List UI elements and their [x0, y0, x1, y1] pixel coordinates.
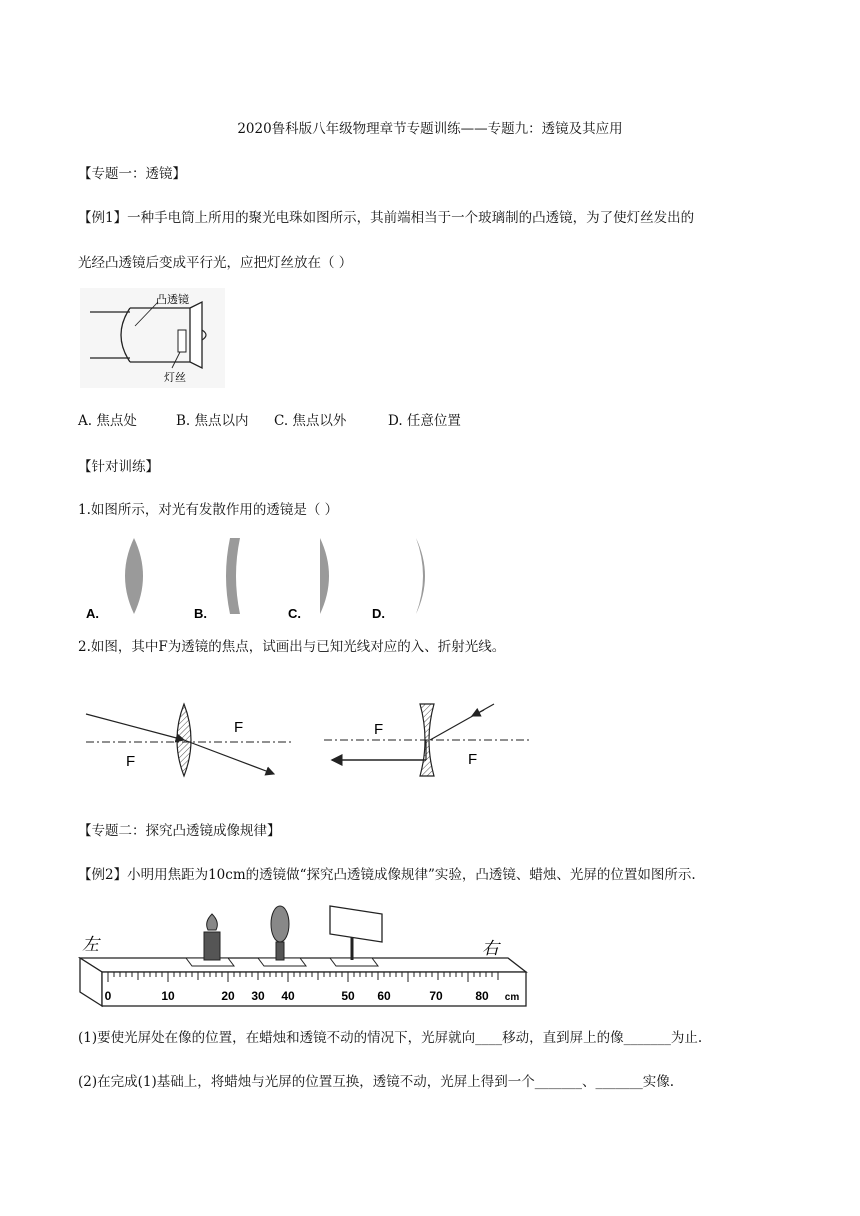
focus-label-right-2: F: [468, 751, 478, 768]
lens-a-biconvex: [125, 538, 143, 614]
example1-line1: 【例1】一种手电筒上所用的聚光电珠如图所示，其前端相当于一个玻璃制的凸透镜，为了使灯丝发出的: [78, 210, 695, 226]
concave-lens-ray-diagram: [322, 694, 532, 780]
option-b: B. 焦点以内: [176, 413, 249, 429]
scale-label: 0: [104, 989, 112, 1003]
page-title: 2020鲁科版八年级物理章节专题训练——专题九：透镜及其应用: [237, 121, 623, 137]
lens-b-concave: [226, 538, 240, 614]
q1-text: 1.如图所示，对光有发散作用的透镜是（ ）: [78, 502, 339, 518]
right-label: 右: [482, 939, 499, 958]
optical-bench-figure: [78, 898, 530, 1010]
scale-unit: cm: [504, 992, 520, 1003]
label-c: C.: [288, 606, 301, 620]
focus-label-left-2: F: [374, 721, 384, 738]
flashlight-bulb-figure: [80, 288, 225, 388]
convex-lens-ray-diagram: [84, 700, 294, 780]
label-d: D.: [372, 606, 385, 620]
example1-line2: 光经凸透镜后变成平行光，应把灯丝放在（ ）: [78, 255, 353, 271]
topic2-heading: 【专题二：探究凸透镜成像规律】: [78, 823, 281, 839]
scale-label: 50: [341, 989, 355, 1003]
option-a: A. 焦点处: [78, 413, 137, 429]
scale-label: 30: [251, 989, 265, 1003]
scale-label: 70: [429, 989, 443, 1003]
convex-lens: [258, 906, 306, 966]
option-d: D. 任意位置: [388, 413, 461, 429]
candle: [186, 914, 234, 966]
lens-d-meniscus: [416, 538, 425, 614]
filament-label: 灯丝: [164, 372, 186, 384]
example2-text: 【例2】小明用焦距为10cm的透镜做“探究凸透镜成像规律”实验，凸透镜、蜡烛、光屏的位置如图所示.: [78, 867, 696, 883]
training-heading: 【针对训练】: [78, 459, 159, 475]
lens-label: 凸透镜: [156, 294, 189, 306]
scale-label: 10: [161, 989, 175, 1003]
label-b: B.: [194, 606, 207, 620]
left-label: 左: [82, 935, 99, 954]
sub-question-1: (1)要使光屏处在像的位置，在蜡烛和透镜不动的情况下，光屏就向____移动，直到屏上的像_______为止.: [78, 1030, 703, 1046]
sub-question-2: (2)在完成(1)基础上，将蜡烛与光屏的位置互换，透镜不动，光屏上得到一个_______、_______实像.: [78, 1074, 675, 1090]
lens-c-planoconvex: [320, 538, 329, 614]
topic1-heading: 【专题一：透镜】: [78, 166, 186, 182]
q2-text: 2.如图，其中F为透镜的焦点，试画出与已知光线对应的入、折射光线。: [78, 639, 506, 655]
label-a: A.: [86, 606, 99, 620]
scale-label: 40: [281, 989, 295, 1003]
scale-label: 80: [475, 989, 489, 1003]
focus-label-left: F: [126, 753, 136, 770]
light-screen: [330, 906, 382, 966]
focus-label-right: F: [234, 719, 244, 736]
scale-label: 20: [221, 989, 235, 1003]
option-c: C. 焦点以外: [274, 413, 347, 429]
scale-label: 60: [377, 989, 391, 1003]
q1-lens-figure: [82, 534, 452, 620]
